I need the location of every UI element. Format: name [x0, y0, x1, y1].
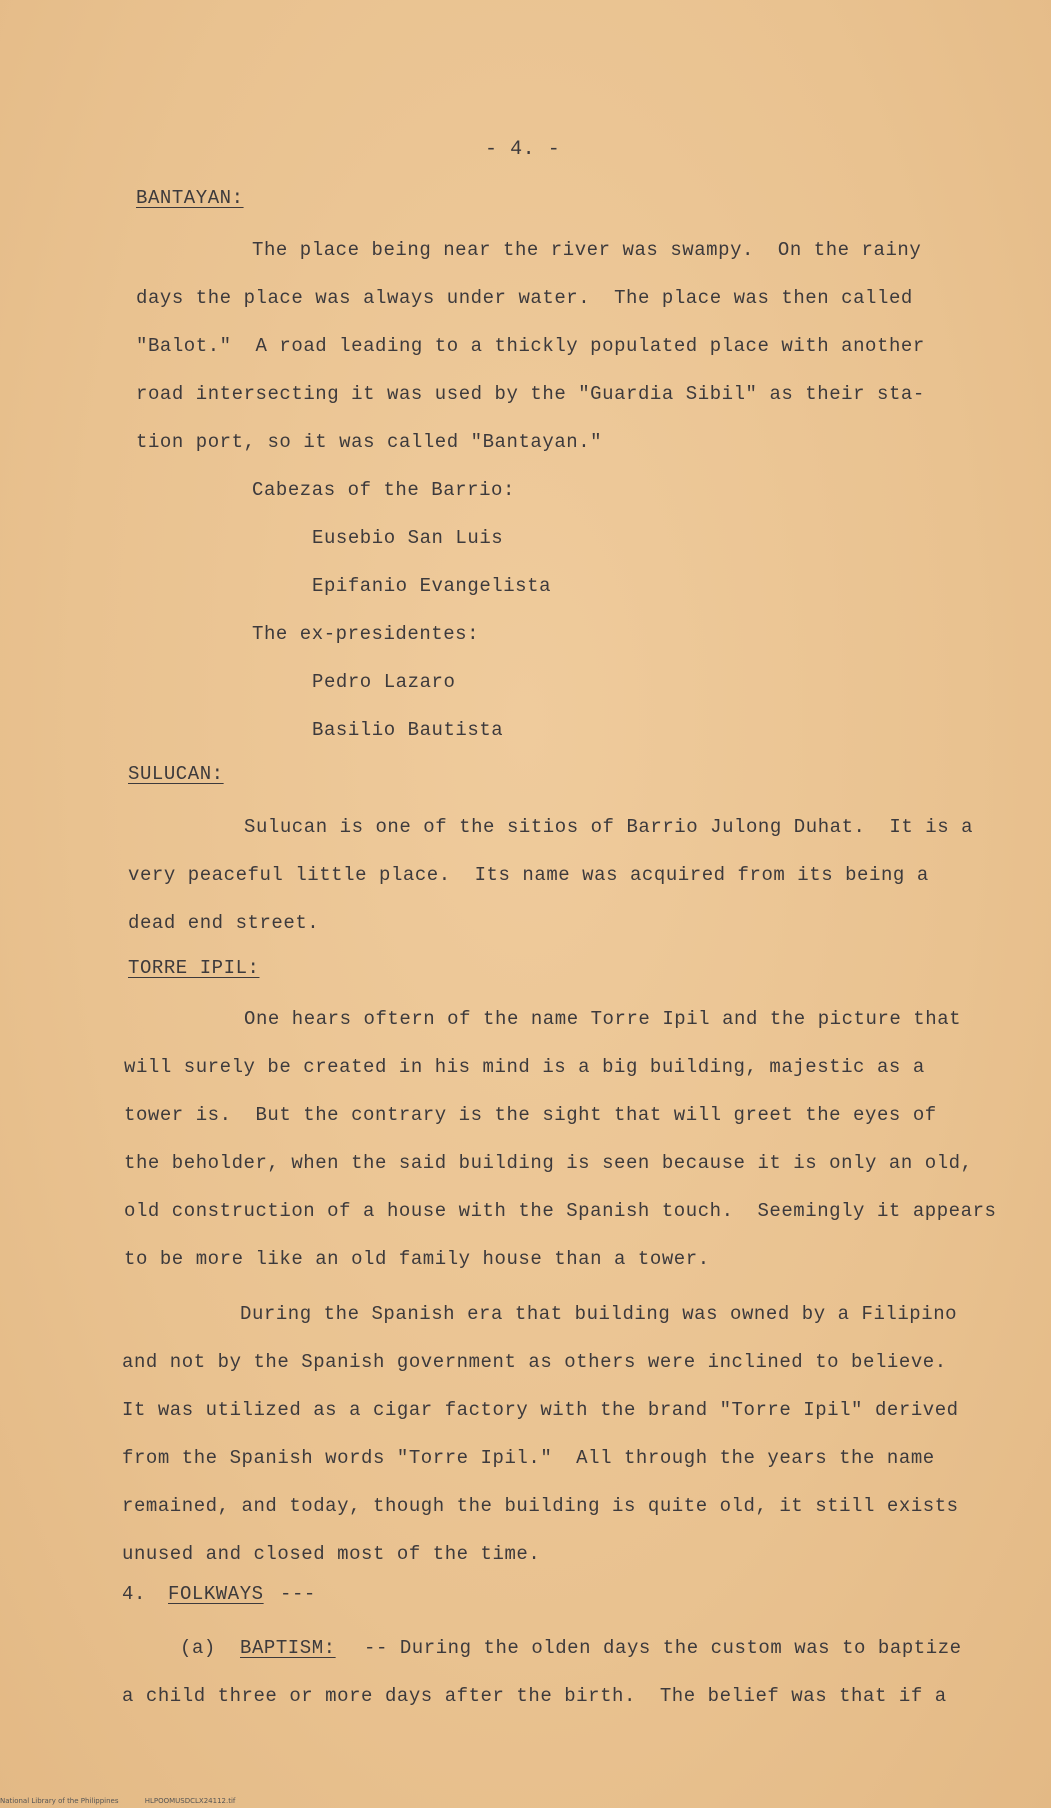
page-number: - 4. - [485, 138, 561, 161]
torre-ipil-line: from the Spanish words "Torre Ipil." All through the years the name [122, 1447, 935, 1469]
bantayan-line: tion port, so it was called "Bantayan." [136, 431, 603, 453]
expresidentes-label: The ex-presidentes: [252, 623, 480, 645]
torre-ipil-line: the beholder, when the said building is seen because it is only an old, [124, 1152, 973, 1174]
sulucan-line: Sulucan is one of the sitios of Barrio Julong Duhat. It is a [244, 816, 974, 838]
bantayan-line: road intersecting it was used by the "Guardia Sibil" as their sta- [136, 383, 925, 405]
cabezas-label: Cabezas of the Barrio: [252, 479, 515, 501]
torre-ipil-line: to be more like an old family house than a tower. [124, 1248, 710, 1270]
bantayan-line: days the place was always under water. The place was then called [136, 287, 913, 309]
torre-ipil-line: remained, and today, though the building is quite old, it still exists [122, 1495, 959, 1517]
torre-ipil-line: It was utilized as a cigar factory with the brand "Torre Ipil" derived [122, 1399, 959, 1421]
bantayan-line: "Balot." A road leading to a thickly populated place with another [136, 335, 925, 357]
folkways-number: 4. [122, 1583, 146, 1605]
torre-ipil-line: old construction of a house with the Spanish touch. Seemingly it appears [124, 1200, 997, 1222]
cabeza-name: Epifanio Evangelista [312, 575, 552, 597]
bantayan-line: The place being near the river was swampy. On the rainy [252, 239, 922, 261]
torre-ipil-line: will surely be created in his mind is a big building, majestic as a [124, 1056, 925, 1078]
baptism-first-line: -- During the olden days the custom was to baptize [364, 1637, 962, 1659]
torre-ipil-line: One hears oftern of the name Torre Ipil and the picture that [244, 1008, 962, 1030]
torre-ipil-line: and not by the Spanish government as others were inclined to believe. [122, 1351, 947, 1373]
torre-ipil-line: tower is. But the contrary is the sight that will greet the eyes of [124, 1104, 937, 1126]
baptism-label: (a) [180, 1637, 216, 1659]
footer-library: National Library of the Philippines [0, 1797, 119, 1805]
folkways-dashes: --- [280, 1583, 316, 1605]
expresidente-name: Pedro Lazaro [312, 671, 456, 693]
section-heading-torre-ipil: TORRE IPIL: [128, 957, 260, 979]
scan-footer [0, 1794, 600, 1808]
section-heading-sulucan: SULUCAN: [128, 763, 224, 785]
expresidente-name: Basilio Bautista [312, 719, 504, 741]
torre-ipil-line: unused and closed most of the time. [122, 1543, 541, 1565]
baptism-heading: BAPTISM: [240, 1637, 336, 1659]
baptism-line: a child three or more days after the birth. The belief was that if a [122, 1685, 947, 1707]
sulucan-line: dead end street. [128, 912, 320, 934]
section-heading-bantayan: BANTAYAN: [136, 187, 244, 209]
section-heading-folkways: FOLKWAYS [168, 1583, 264, 1605]
cabeza-name: Eusebio San Luis [312, 527, 504, 549]
sulucan-line: very peaceful little place. Its name was acquired from its being a [128, 864, 929, 886]
torre-ipil-line: During the Spanish era that building was owned by a Filipino [240, 1303, 958, 1325]
footer-file: HLPOOMUSDCLX24112.tif [144, 1797, 236, 1805]
